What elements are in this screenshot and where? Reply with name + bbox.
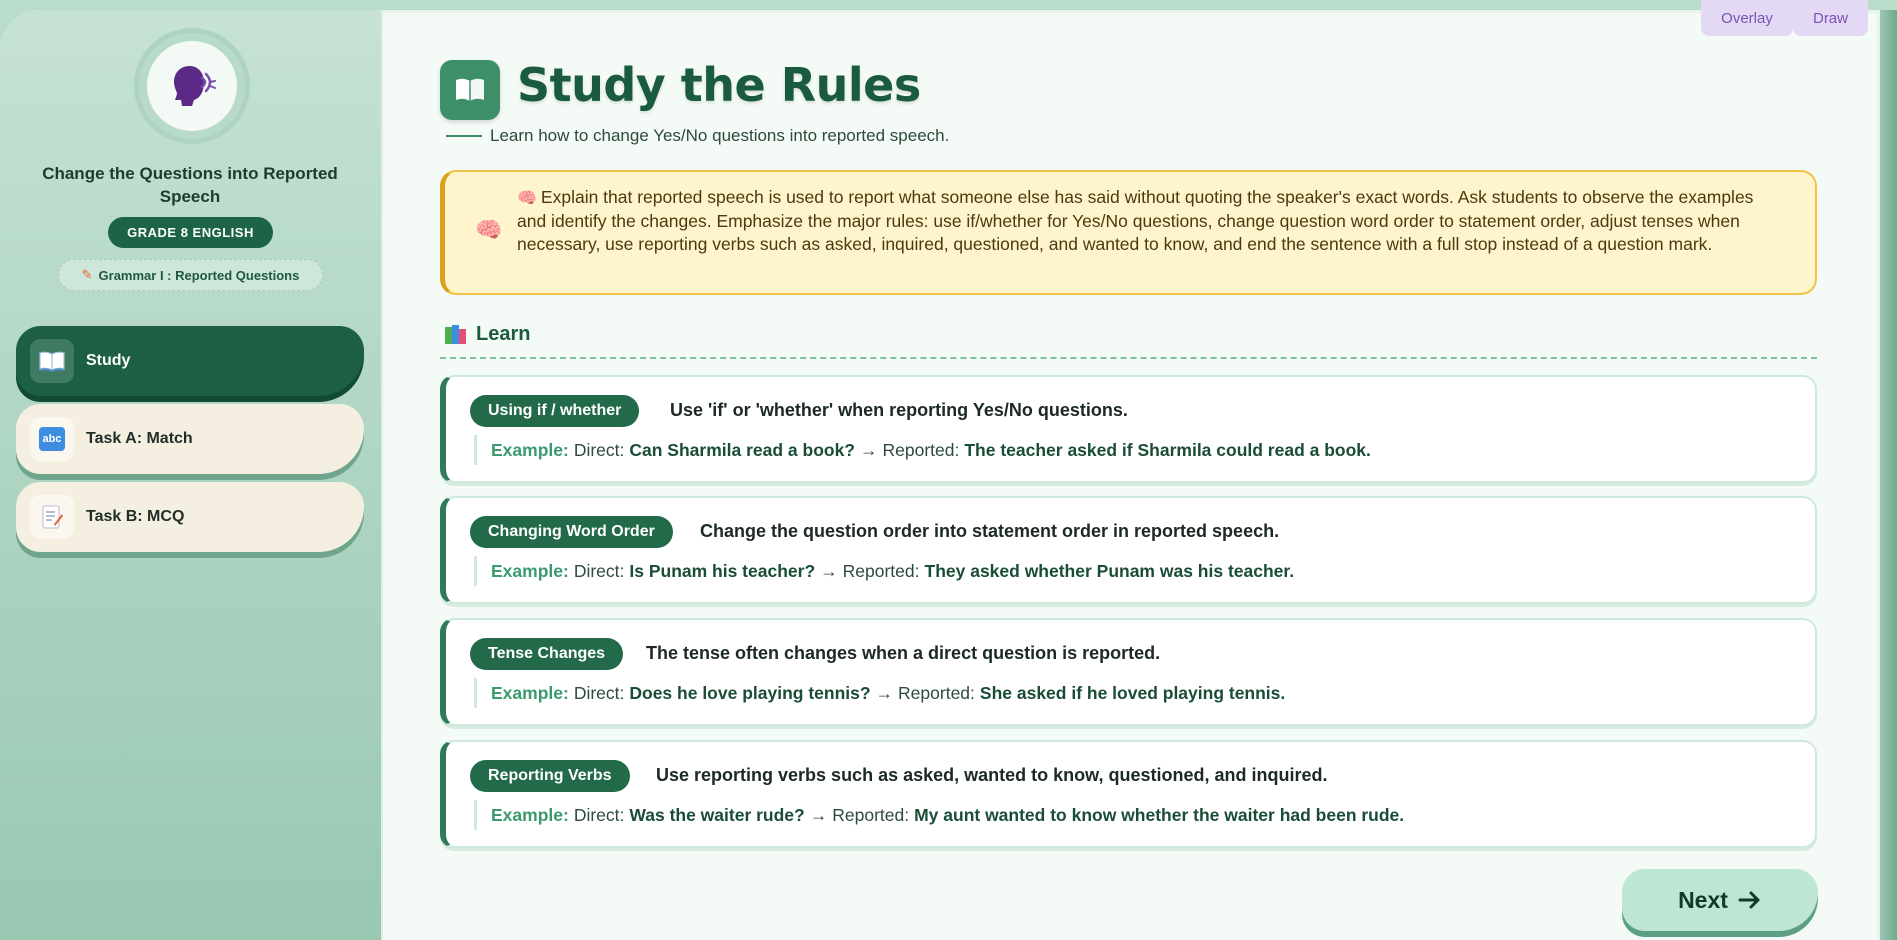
sidebar-item-task-a[interactable] <box>16 404 364 474</box>
avatar <box>139 33 245 139</box>
rule-example <box>474 556 1294 586</box>
page-subtitle <box>446 126 949 146</box>
rule-text: Use reporting verbs such as asked, wanted to know, questioned, and inquired. <box>656 765 1328 785</box>
teacher-note-text: Explain that reported speech is used to report what someone else has said without quoting the speaker's exact words. Ask students to observe the examples and identify the changes. Emphasize the major rules: use if/whether for Yes/No questions, change question word order to statement order, adjust tenses when necessary, use reporting verbs such as asked, inquired, questioned, and wanted to know, and end the sentence with a full stop instead of a question mark. <box>517 187 1754 254</box>
sidebar-item-label: Task A: Match <box>86 430 193 447</box>
reported-label: Reported: <box>832 804 910 825</box>
next-label: Next <box>1678 886 1728 913</box>
topic-chip <box>58 259 323 291</box>
frame-edge <box>1880 10 1897 940</box>
example-label: Example: <box>491 560 569 581</box>
draw-button[interactable]: Draw <box>1793 0 1868 36</box>
rule-pill: Tense Changes <box>470 638 623 670</box>
section-divider <box>440 357 1817 359</box>
sidebar-item-task-b[interactable] <box>16 482 364 552</box>
direct-label: Direct: <box>573 682 625 703</box>
rule-text: The tense often changes when a direct question is reported. <box>646 643 1161 663</box>
open-book-icon <box>453 76 487 104</box>
reported-label: Reported: <box>898 682 975 703</box>
reported-sentence: They asked whether Punam was his teacher. <box>924 560 1295 581</box>
books-icon <box>444 324 468 346</box>
reported-sentence: My aunt wanted to know whether the waiter had been rude. <box>914 804 1405 825</box>
course-title: Change the Questions into Reported Speech <box>42 164 338 206</box>
rule-example <box>474 800 1404 830</box>
section-title: Learn <box>476 323 531 345</box>
arrow-icon: → <box>820 560 838 581</box>
subtitle-text: Learn how to change Yes/No questions into reported speech. <box>490 126 950 145</box>
title-book-icon <box>440 60 500 120</box>
example-label: Example: <box>491 439 569 460</box>
overlay-button[interactable]: Overlay <box>1701 0 1793 36</box>
page-title: Study the Rules <box>517 58 921 112</box>
arrow-icon: → <box>875 682 894 703</box>
sidebar <box>0 10 383 940</box>
rule-card <box>440 740 1817 848</box>
direct-sentence: Was the waiter rude? <box>629 804 805 825</box>
direct-label: Direct: <box>573 439 625 460</box>
sidebar-item-label: Task B: MCQ <box>86 508 185 525</box>
reported-sentence: The teacher asked if Sharmila could read a book. <box>964 439 1371 460</box>
section-heading <box>444 323 530 346</box>
rule-example <box>474 435 1371 465</box>
direct-label: Direct: <box>573 804 625 825</box>
rule-pill: Changing Word Order <box>470 516 673 548</box>
open-book-icon <box>38 350 66 372</box>
example-label: Example: <box>491 682 569 703</box>
arrow-icon: → <box>860 439 878 460</box>
subtitle-dash <box>446 135 482 137</box>
brain-icon: 🧠 <box>475 217 503 242</box>
arrow-right-icon <box>1738 890 1762 910</box>
direct-sentence: Is Punam his teacher? <box>629 560 816 581</box>
direct-sentence: Can Sharmila read a book? <box>629 439 855 460</box>
rule-pill: Reporting Verbs <box>470 760 630 792</box>
direct-label: Direct: <box>573 560 625 581</box>
reported-label: Reported: <box>882 439 960 460</box>
teacher-note <box>440 170 1817 295</box>
rule-text: Use 'if' or 'whether' when reporting Yes/No questions. <box>670 400 1128 420</box>
reported-sentence: She asked if he loved playing tennis. <box>979 682 1286 703</box>
rule-card <box>440 375 1817 483</box>
rule-card <box>440 496 1817 604</box>
grade-badge: GRADE 8 ENGLISH <box>108 217 273 248</box>
reported-label: Reported: <box>842 560 920 581</box>
topic-chip-label: Grammar I : Reported Questions <box>98 267 300 283</box>
sidebar-item-study[interactable] <box>16 326 364 396</box>
abc-icon: abc <box>39 427 65 451</box>
pencil-icon: ✎ <box>81 267 93 282</box>
direct-sentence: Does he love playing tennis? <box>629 682 871 703</box>
rule-card <box>440 618 1817 726</box>
speaking-head-icon <box>166 60 218 112</box>
memo-icon <box>40 504 64 530</box>
next-button[interactable] <box>1622 869 1818 931</box>
example-label: Example: <box>491 804 569 825</box>
arrow-icon: → <box>809 804 828 825</box>
app-frame <box>0 10 1880 940</box>
rule-example <box>474 678 1285 708</box>
brain-icon: 🧠 <box>517 190 537 207</box>
rule-pill: Using if / whether <box>470 395 639 427</box>
rule-text: Change the question order into statement order in reported speech. <box>700 521 1280 541</box>
sidebar-item-label: Study <box>86 352 131 369</box>
